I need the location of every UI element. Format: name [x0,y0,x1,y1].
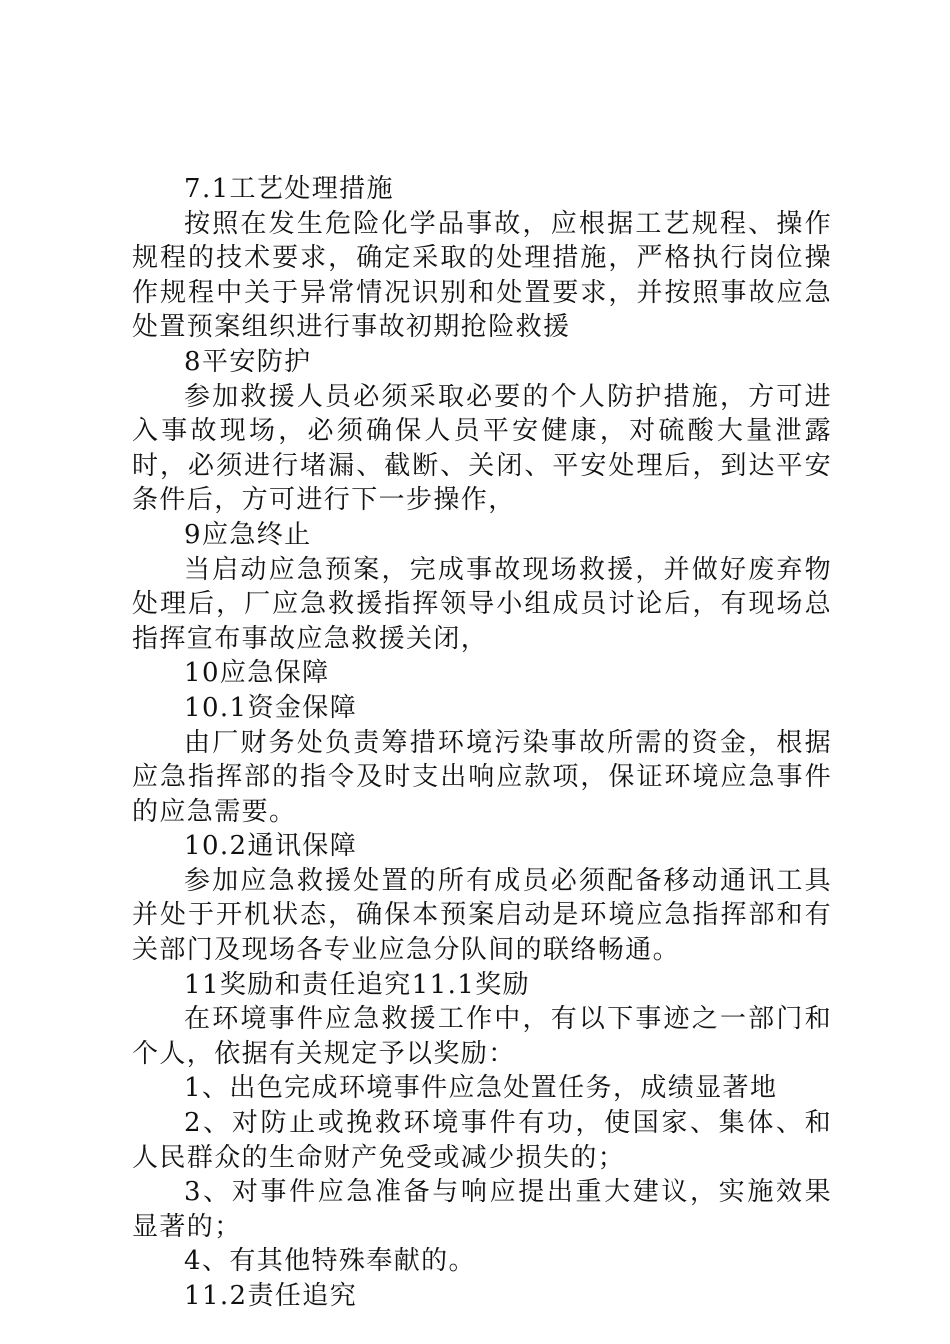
heading-10-2: 10.2通讯保障 [184,831,358,862]
list-item-2: 2、对防止或挽救环境事件有功，使国家、集体、和人民群众的生命财产免受或减少损失的； [132,1108,832,1173]
heading-10-1: 10.1资金保障 [184,692,358,723]
document-body [132,172,832,1314]
heading-9: 9应急终止 [184,519,312,550]
list-item-3: 3、对事件应急准备与响应提出重大建议，实施效果显著的； [132,1177,832,1242]
list-item-1: 1、出色完成环境事件应急处置任务，成绩显著地 [184,1073,778,1104]
paragraph-rewards-intro: 在环境事件应急救援工作中，有以下事迹之一部门和个人，依据有关规定予以奖励： [132,1004,832,1069]
heading-10: 10应急保障 [184,658,330,689]
paragraph-safety-protection: 参加救援人员必须采取必要的个人防护措施，方可进入事故现场，必须确保人员平安健康，对硫酸大量泄露时，必须进行堵漏、截断、关闭、平安处理后，到达平安条件后，方可进行下一步操作， [132,381,832,516]
paragraph-funding: 由厂财务处负责筹措环境污染事故所需的资金，根据应急指挥部的指令及时支出响应款项，保证环境应急事件的应急需要。 [132,727,832,827]
heading-7-1: 7.1工艺处理措施 [184,174,394,204]
heading-11-2: 11.2责任追究 [184,1281,358,1311]
list-item-4: 4、有其他特殊奉献的。 [184,1246,476,1277]
heading-8: 8平安防护 [184,346,312,377]
paragraph-process-measures: 按照在发生危险化学品事故，应根据工艺规程、操作规程的技术要求，确定采取的处理措施，严格执行岗位操作规程中关于异常情况识别和处置要求，并按照事故应急处置预案组织进行事故初期抢险救援 [132,208,832,343]
paragraph-emergency-termination: 当启动应急预案，完成事故现场救援，并做好废弃物处理后，厂应急救援指挥领导小组成员讨论后，有现场总指挥宣布事故应急救援关闭， [132,554,832,654]
heading-11: 11奖励和责任追究11.1奖励 [184,969,530,1000]
paragraph-communication: 参加应急救援处置的所有成员必须配备移动通讯工具并处于开机状态，确保本预案启动是环境应急指挥部和有关部门及现场各专业应急分队间的联络畅通。 [132,865,832,966]
